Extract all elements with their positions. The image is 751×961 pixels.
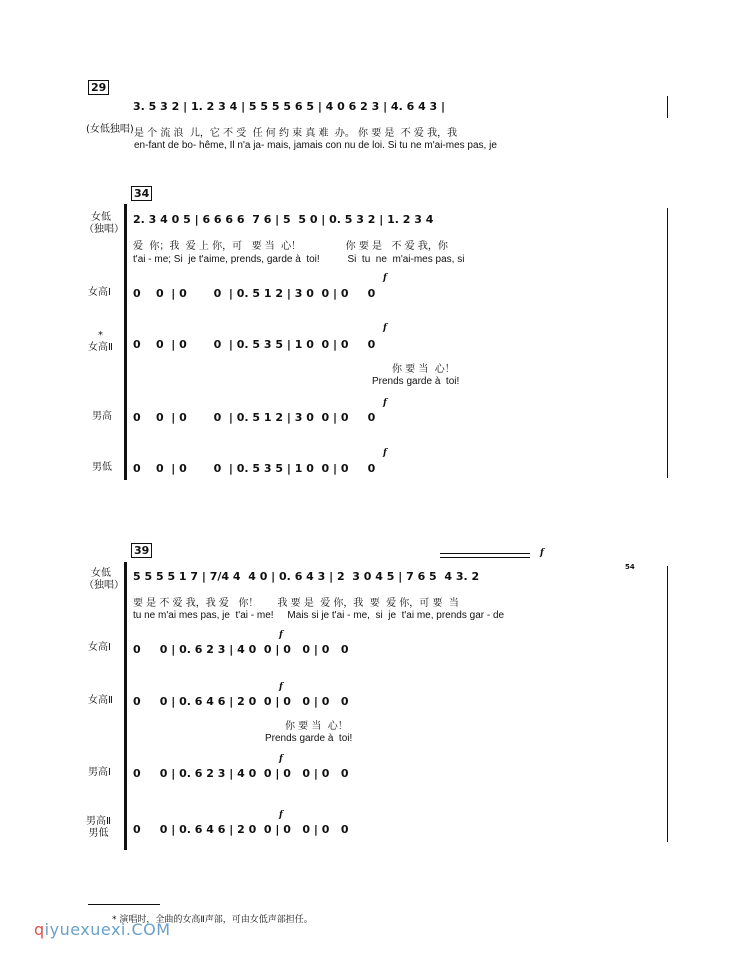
footnote-rule [88, 904, 160, 905]
part-label-bass: 男低 [92, 462, 112, 473]
alto-solo-lyrics-cn-sys3: 要 是 不 爱 我，我 爱 你！ 我 要 是 爱 你，我 要 爱 你，可 要 当 [133, 598, 459, 609]
dynamic-f: f [383, 398, 387, 408]
alto-solo-lyrics-cn-sys2: 爱 你；我 爱 上 你，可 要 当 心！ 你 要 是 不 爱 我，你 [133, 241, 448, 252]
crescendo-line [440, 557, 530, 558]
part-label-soprano-2: 女高Ⅱ [88, 695, 113, 706]
watermark-rest: iyuexuexi.COM [44, 920, 171, 939]
soprano-2-notes-sys3: 0 0 | 0. 6 4 6 | 2 0 0 | 0 0 | 0 0 [133, 695, 349, 708]
alto-solo-notes-sys2: 2. 3 4 0 5 | 6 6 6 6 7 6 | 5 5 0 | 0. 5 3 2 | 1. 2 3 4 [133, 213, 434, 226]
tenor-2-bass-notes-sys3: 0 0 | 0. 6 4 6 | 2 0 0 | 0 0 | 0 0 [133, 823, 349, 836]
part-label-alto-solo: 女低 （独唱） [84, 212, 124, 235]
measure-number-34: 34 [131, 186, 152, 201]
soprano-2-lyrics-fr-sys3: Prends garde à toi! [265, 733, 353, 744]
soprano-1-notes-sys2: 0 0 | 0 0 | 0. 5 1 2 | 3 0 0 | 0 0 [133, 287, 376, 300]
dynamic-f: f [383, 273, 387, 283]
part-label-sys1: (女低独唱) [86, 124, 134, 135]
soprano-2-lyrics-cn-sys2: 你 要 当 心！ [392, 364, 455, 375]
part-label-soprano-1: 女高Ⅰ [88, 287, 111, 298]
part-label-soprano-1: 女高Ⅰ [88, 642, 111, 653]
solo-notes-sys1: 3. 5 3 2 | 1. 2 3 4 | 5 5 5 5 6 5 | 4 0 6 2 3 | 4. 6 4 3 | [133, 100, 446, 113]
soprano-1-notes-sys3: 0 0 | 0. 6 2 3 | 4 0 0 | 0 0 | 0 0 [133, 643, 349, 656]
soprano-2-notes-sys2: 0 0 | 0 0 | 0. 5 3 5 | 1 0 0 | 0 0 [133, 338, 376, 351]
dynamic-f: f [383, 448, 387, 458]
barline [667, 208, 668, 478]
soprano-2-lyrics-cn-sys3: 你 要 当 心！ [285, 721, 348, 732]
dynamic-f: f [383, 323, 387, 333]
part-label-alto-solo: 女低 （独唱） [84, 568, 124, 591]
system-brace-2 [124, 204, 127, 480]
dynamic-f: f [279, 810, 283, 820]
lyrics-fr-sys1: en-fant de bo- hême, Il n'a ja- mais, jamais con nu de loi. Si tu ne m'ai-mes pas, je [134, 140, 497, 151]
tenor-1-notes-sys3: 0 0 | 0. 6 2 3 | 4 0 0 | 0 0 | 0 0 [133, 767, 349, 780]
bass-notes-sys2: 0 0 | 0 0 | 0. 5 3 5 | 1 0 0 | 0 0 [133, 462, 376, 475]
part-label-soprano-2: * 女高Ⅱ [88, 330, 113, 353]
barline [667, 96, 668, 118]
measure-number-29: 29 [88, 80, 109, 95]
dynamic-f: f [540, 548, 544, 558]
system-brace-3 [124, 562, 127, 850]
alto-solo-lyrics-fr-sys2: t'ai - me; Si je t'aime, prends, garde à toi! Si tu ne m'ai-mes pas, si [133, 254, 465, 265]
alto-solo-lyrics-fr-sys3: tu ne m'ai mes pas, je t'ai - me! Mais si je t'ai - me, si je t'ai me, prends gar - de [133, 610, 505, 621]
dynamic-f: f [279, 682, 283, 692]
watermark-q: q [34, 920, 45, 939]
crescendo-line [440, 553, 530, 554]
barline [667, 566, 668, 842]
part-label-tenor: 男高 [92, 411, 112, 422]
fermata-number: 54 [625, 563, 635, 571]
tenor-notes-sys2: 0 0 | 0 0 | 0. 5 1 2 | 3 0 0 | 0 0 [133, 411, 376, 424]
soprano-2-lyrics-fr-sys2: Prends garde à toi! [372, 376, 460, 387]
dynamic-f: f [279, 754, 283, 764]
dynamic-f: f [279, 630, 283, 640]
measure-number-39: 39 [131, 543, 152, 558]
site-watermark [34, 920, 171, 939]
lyrics-cn-sys1: 是 个 流 浪 儿，它 不 受 任 何 约 束 真 难 办。 你 要 是 不 爱 我，我 [134, 128, 458, 139]
footnote: * 演唱时，全曲的女高Ⅱ声部，可由女低声部担任。 [112, 915, 313, 925]
part-label-tenor-1: 男高Ⅰ [88, 767, 111, 778]
part-label-tenor-2-bass: 男高Ⅱ 男低 [86, 816, 111, 839]
alto-solo-notes-sys3: 5 5 5 5 1 7 | 7/4 4 4 0 | 0. 6 4 3 | 2 3 0 4 5 | 7 6 5 4 3. 2 [133, 570, 480, 583]
